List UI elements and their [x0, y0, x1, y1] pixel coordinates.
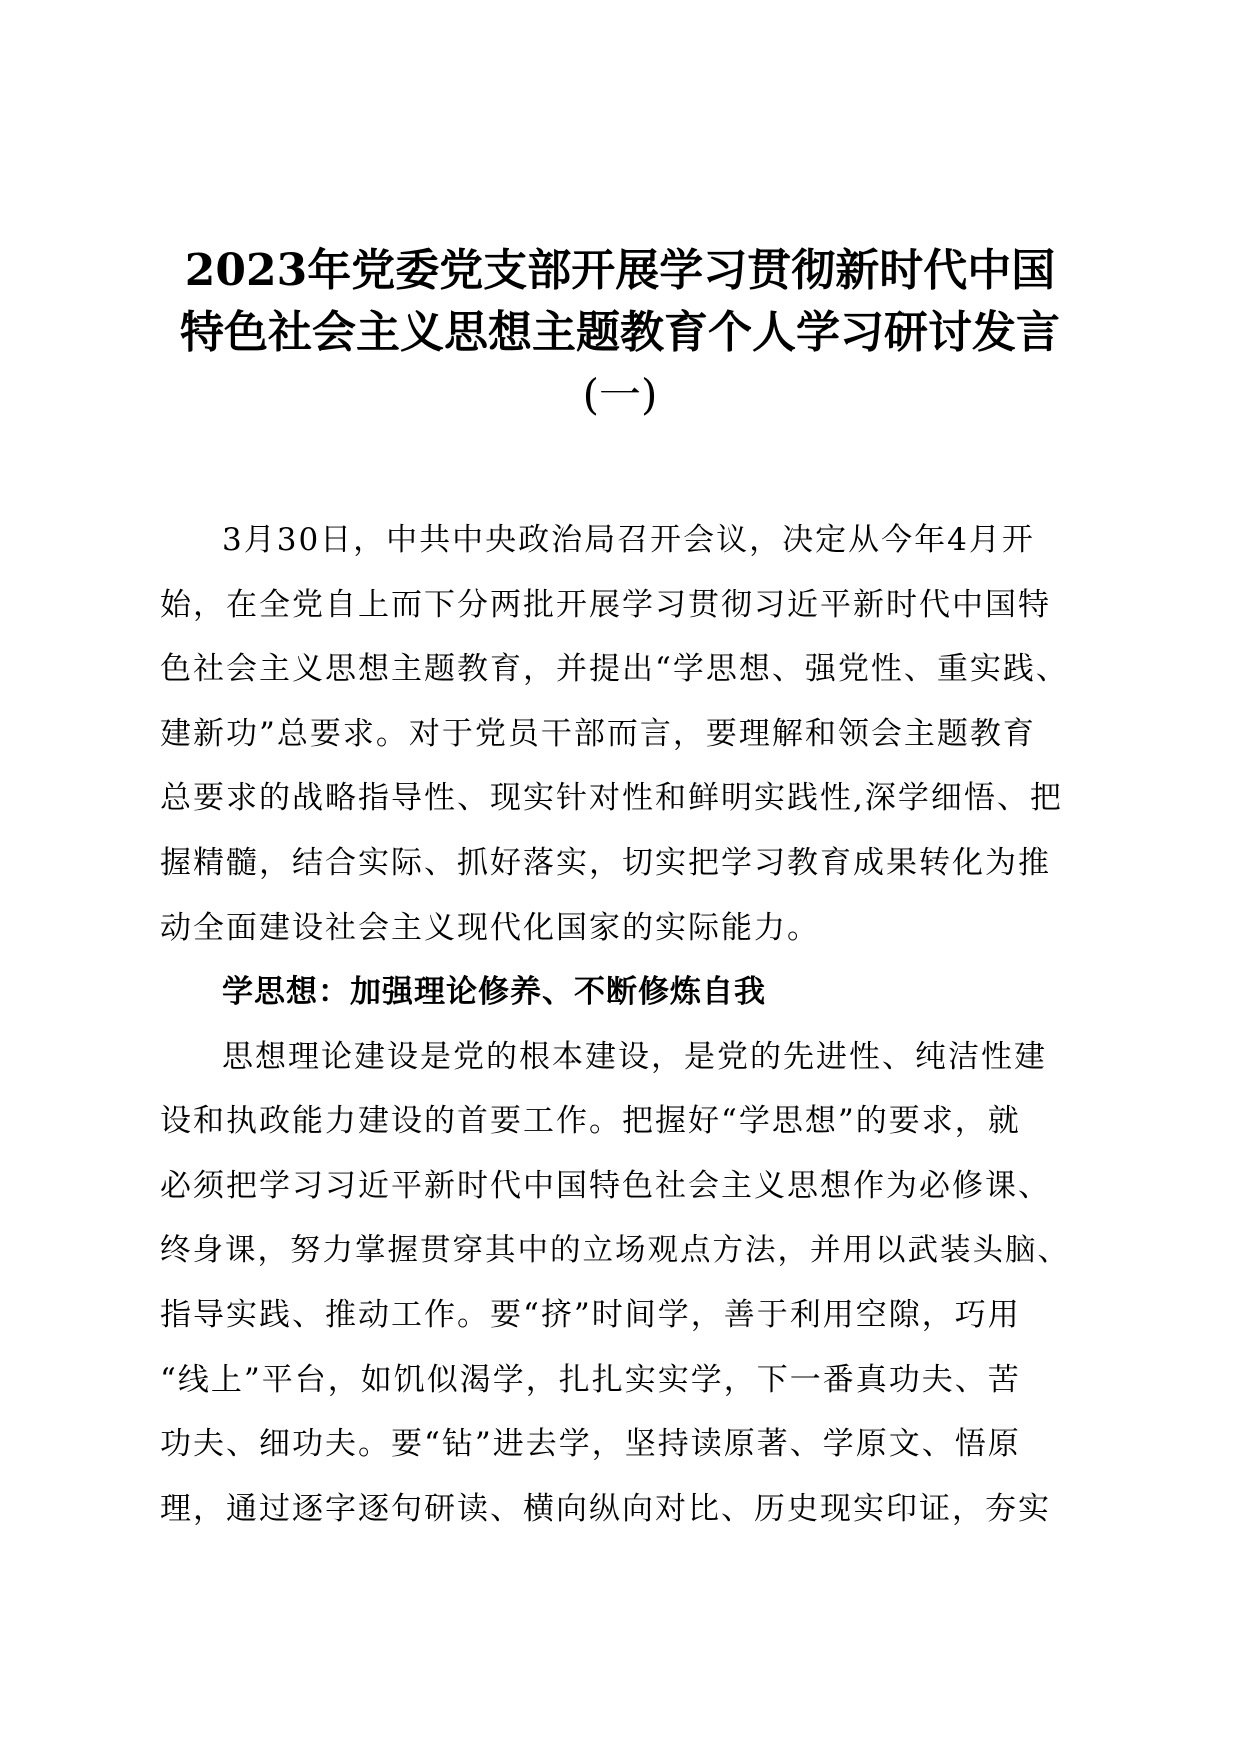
section-heading: 学思想：加强理论修养、不断修炼自我	[222, 974, 766, 1011]
paragraph-2-line-4: 终身课，努力掌握贯穿其中的立场观点方法，并用以武装头脑、	[160, 1232, 1070, 1268]
document-body	[160, 508, 1080, 1542]
paragraph-2-line-7: 功夫、细功夫。要“钻”进去学，坚持读原著、学原文、悟原	[160, 1426, 1021, 1463]
paragraph-1-line-3: 色社会主义思想主题教育，并提出“学思想、强党性、重实践、	[160, 651, 1069, 688]
paragraph-1-line-7: 动全面建设社会主义现代化国家的实际能力。	[160, 909, 820, 946]
paragraph-2-line-1: 思想理论建设是党的根本建设，是党的先进性、纯洁性建	[222, 1038, 1047, 1075]
paragraph-1-line-1: 3月30日，中共中央政治局召开会议，决定从今年4月开	[222, 522, 1035, 558]
paragraph-1-line-6: 握精髓，结合实际、抓好落实，切实把学习教育成果转化为推	[160, 844, 1051, 881]
paragraph-2-line-6: “线上”平台，如饥似渴学，扎扎实实学，下一番真功夫、苦	[160, 1361, 1021, 1398]
title-line-1: 2023年党委党支部开展学习贯彻新时代中国	[184, 245, 1056, 296]
paragraph-2-line-3: 必须把学习习近平新时代中国特色社会主义思想作为必修课、	[160, 1167, 1051, 1204]
title-line-2: 特色社会主义思想主题教育个人学习研讨发言	[180, 307, 1060, 358]
paragraph-1-line-4: 建新功”总要求。对于党员干部而言，要理解和领会主题教育	[160, 715, 1036, 752]
paragraph-1-line-5: 总要求的战略指导性、现实针对性和鲜明实践性,深学细悟、把	[160, 780, 1063, 817]
document-title	[140, 240, 1100, 426]
paragraph-2-line-5: 指导实践、推动工作。要“挤”时间学，善于利用空隙，巧用	[160, 1297, 1021, 1334]
paragraph-2-line-2: 设和执政能力建设的首要工作。把握好“学思想”的要求，就	[160, 1103, 1021, 1140]
paragraph-1-line-2: 始，在全党自上而下分两批开展学习贯彻习近平新时代中国特	[160, 586, 1051, 623]
paragraph-2-line-8: 理，通过逐字逐句研读、横向纵向对比、历史现实印证，夯实	[160, 1490, 1051, 1527]
title-line-3: (一)	[582, 370, 658, 419]
